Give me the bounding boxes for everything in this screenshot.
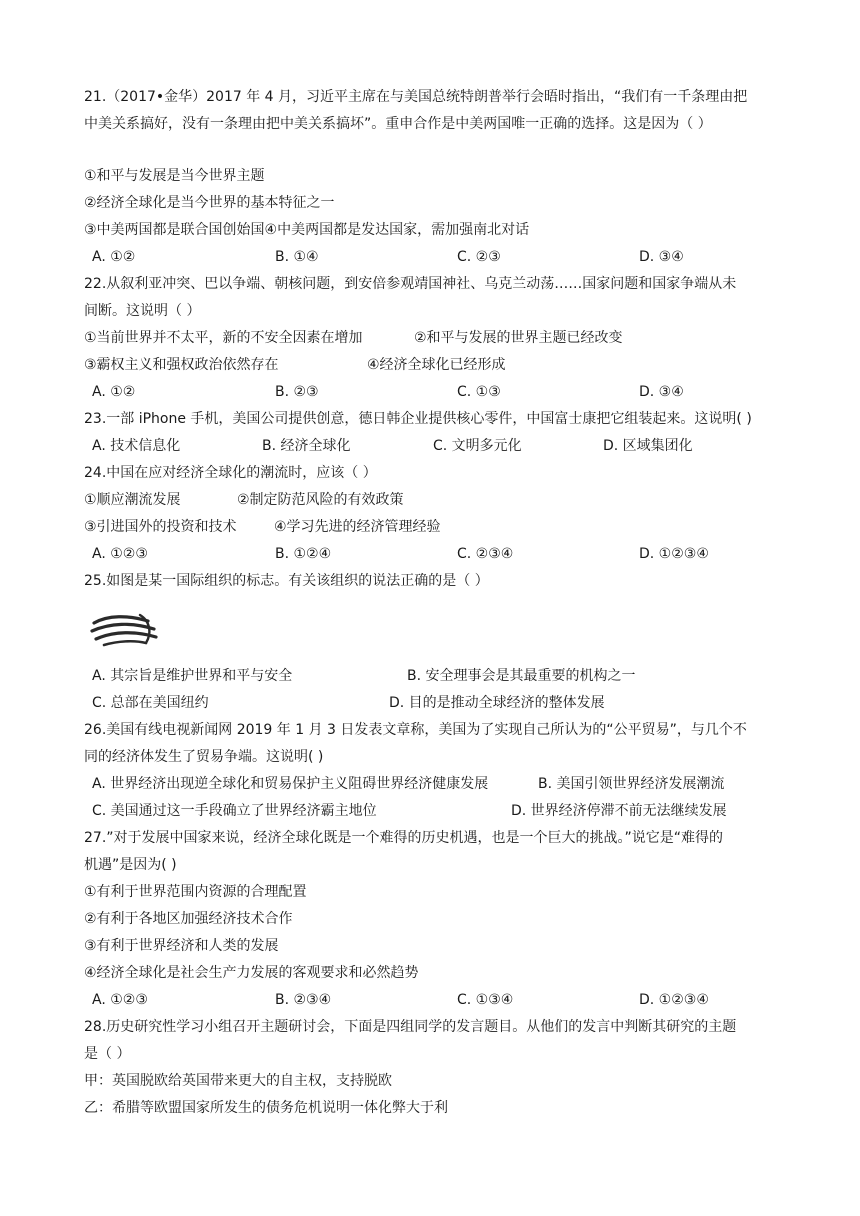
q26-option-a[interactable]: A. 世界经济出现逆全球化和贸易保护主义阻碍世界经济健康发展: [92, 776, 489, 792]
q24-statement-1: ①顺应潮流发展: [84, 492, 181, 508]
q27-statement-2: ②有利于各地区加强经济技术合作: [84, 911, 293, 927]
q22-option-b[interactable]: B. ②③: [275, 384, 319, 400]
q28-stem-line1: 28.历史研究性学习小组召开主题研讨会，下面是四组同学的发言题目。从他们的发言中判断其研究的主题: [84, 1019, 737, 1035]
q24-option-d[interactable]: D. ①②③④: [639, 546, 709, 562]
wto-logo-image: [88, 609, 164, 649]
q22-statement-3: ③霸权主义和强权政治依然存在: [84, 357, 279, 373]
q24-statement-3: ③引进国外的投资和技术: [84, 519, 237, 535]
q24-stem-line1: 24.中国在应对经济全球化的潮流时，应该（ ）: [84, 465, 377, 481]
q21-option-d[interactable]: D. ③④: [639, 249, 684, 265]
q27-statement-4: ④经济全球化是社会生产力发展的客观要求和必然趋势: [84, 965, 419, 981]
q22-stem-line1: 22.从叙利亚冲突、巴以争端、朝核问题，到安倍参观靖国神社、乌克兰动荡……国家问题和国家争端从未: [84, 276, 737, 292]
q28-statement-yi: 乙：希腊等欧盟国家所发生的债务危机说明一体化弊大于利: [84, 1100, 448, 1116]
q24-option-a[interactable]: A. ①②③: [92, 546, 148, 562]
q27-option-c[interactable]: C. ①③④: [457, 992, 514, 1008]
q21-statement-3: ③中美两国都是联合国创始国④中美两国都是发达国家，需加强南北对话: [84, 222, 530, 238]
q22-option-c[interactable]: C. ①③: [457, 384, 501, 400]
q21-statement-1: ①和平与发展是当今世界主题: [84, 168, 265, 184]
q22-statement-4: ④经济全球化已经形成: [367, 357, 506, 373]
q21-option-a[interactable]: A. ①②: [92, 249, 136, 265]
q22-statement-2: ②和平与发展的世界主题已经改变: [414, 330, 623, 346]
q26-option-d[interactable]: D. 世界经济停滞不前无法继续发展: [511, 803, 727, 819]
q24-option-b[interactable]: B. ①②④: [275, 546, 332, 562]
q25-stem-line1: 25.如图是某一国际组织的标志。有关该组织的说法正确的是（ ）: [84, 573, 489, 589]
q26-option-b[interactable]: B. 美国引领世界经济发展潮流: [538, 776, 725, 792]
q23-option-b[interactable]: B. 经济全球化: [262, 438, 351, 454]
q25-option-a[interactable]: A. 其宗旨是维护世界和平与安全: [92, 668, 293, 684]
q23-stem-line1: 23.一部 iPhone 手机，美国公司提供创意，德日韩企业提供核心零件，中国富士康把它组装起来。这说明( ): [84, 411, 752, 427]
q26-stem-line1: 26.美国有线电视新闻网 2019 年 1 月 3 日发表文章称，美国为了实现自己所认为的“公平贸易”，与几个不: [84, 722, 747, 738]
q28-statement-jia: 甲：英国脱欧给英国带来更大的自主权，支持脱欧: [84, 1073, 392, 1089]
q27-stem-line1: 27.”对于发展中国家来说，经济全球化既是一个难得的历史机遇，也是一个巨大的挑战。”说它是“难得的: [84, 830, 724, 846]
q28-stem-line2: 是（ ）: [84, 1046, 131, 1062]
q24-statement-4: ④学习先进的经济管理经验: [274, 519, 441, 535]
q27-stem-line2: 机遇”是因为( ): [84, 857, 177, 873]
q27-statement-1: ①有利于世界范围内资源的合理配置: [84, 884, 307, 900]
q21-stem-line2: 中美关系搞好，没有一条理由把中美关系搞坏”。重申合作是中美两国唯一正确的选择。这是因为（ ）: [84, 116, 712, 132]
q26-option-c[interactable]: C. 美国通过这一手段确立了世界经济霸主地位: [92, 803, 377, 819]
q22-option-a[interactable]: A. ①②: [92, 384, 136, 400]
q22-option-d[interactable]: D. ③④: [639, 384, 684, 400]
q25-option-d[interactable]: D. 目的是推动全球经济的整体发展: [389, 695, 605, 711]
q21-stem-line1: 21.（2017•金华）2017 年 4 月，习近平主席在与美国总统特朗普举行会晤时指出，“我们有一千条理由把: [84, 89, 748, 105]
q25-option-b[interactable]: B. 安全理事会是其最重要的机构之一: [407, 668, 636, 684]
q27-option-b[interactable]: B. ②③④: [275, 992, 332, 1008]
q22-stem-line2: 间断。这说明（ ）: [84, 303, 201, 319]
q26-stem-line2: 同的经济体发生了贸易争端。这说明( ): [84, 749, 324, 765]
q21-option-c[interactable]: C. ②③: [457, 249, 501, 265]
q25-option-c[interactable]: C. 总部在美国纽约: [92, 695, 209, 711]
q23-option-d[interactable]: D. 区域集团化: [603, 438, 693, 454]
q23-option-a[interactable]: A. 技术信息化: [92, 438, 181, 454]
q27-option-a[interactable]: A. ①②③: [92, 992, 148, 1008]
q27-statement-3: ③有利于世界经济和人类的发展: [84, 938, 279, 954]
q24-statement-2: ②制定防范风险的有效政策: [237, 492, 404, 508]
q21-option-b[interactable]: B. ①④: [275, 249, 319, 265]
q22-statement-1: ①当前世界并不太平，新的不安全因素在增加: [84, 330, 363, 346]
q23-option-c[interactable]: C. 文明多元化: [433, 438, 522, 454]
q24-option-c[interactable]: C. ②③④: [457, 546, 514, 562]
q21-statement-2: ②经济全球化是当今世界的基本特征之一: [84, 195, 335, 211]
q27-option-d[interactable]: D. ①②③④: [639, 992, 709, 1008]
